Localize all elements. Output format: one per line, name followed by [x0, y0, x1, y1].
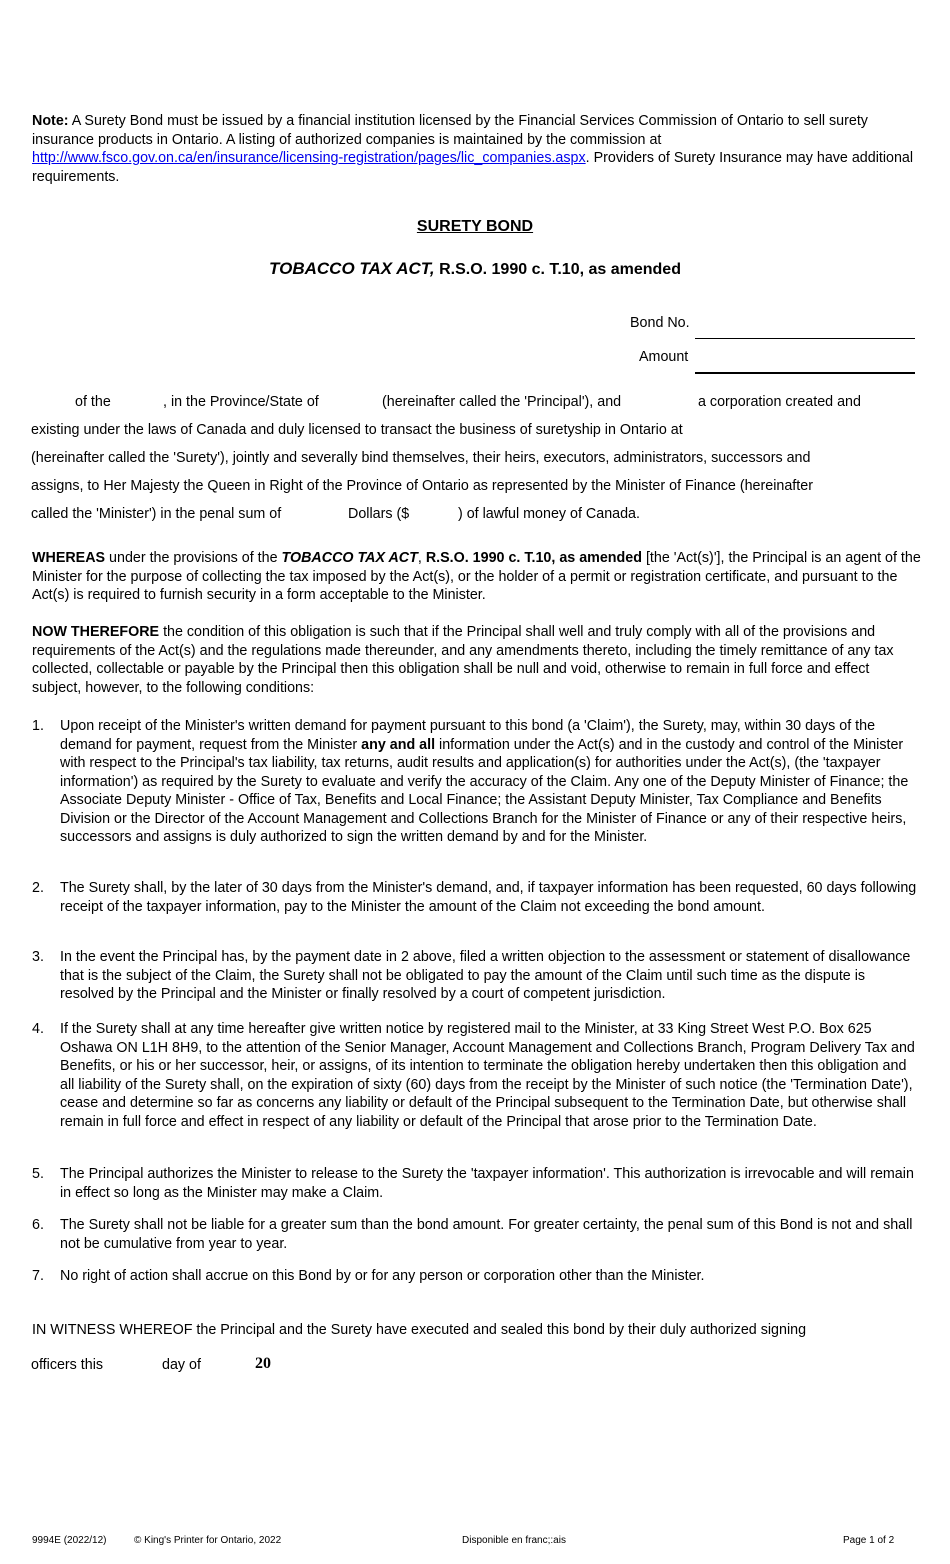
condition-text: If the Surety shall at any time hereafter give written notice by registered mail to the Minister, at 33 King Street West P.O. Box 625 Oshawa ON L1H 8H9, to the attention of the Senior Manager, Account Management and Collections Branch, Program Delivery Tax and Benefits, or his or her successor, heir, or assigns, of its intention to terminate the obligation hereby undertaken then this obligation and all liability of the Surety shall, on the expiration of sixty (60) days from the receipt by the Minister of such notice (the 'Termination Date'), cease and determine so far as concerns any liability or default of the Principal subsequent to the Termination Date, but otherwise shall remain in full force and effect in respect of any liability or default of the Principal that arose prior to the Termination Date.: [60, 1021, 915, 1130]
body-line-2: existing under the laws of Canada and duly licensed to transact the business of suretyship in Ontario at: [31, 422, 683, 438]
condition-item: [32, 948, 922, 1004]
officers-text: officers this: [31, 1357, 104, 1373]
condition-text: The Surety shall, by the later of 30 days from the Minister's demand, and, if taxpayer information has been requested, 60 days following receipt of the taxpayer information, pay to the Minister the amount of the Claim not exceeding the bond amount.: [60, 880, 917, 915]
condition-emphasis: any and all: [361, 736, 436, 753]
act-subtitle: [0, 259, 950, 279]
dollars-text: Dollars ($: [348, 506, 410, 522]
bond-no-field[interactable]: [695, 338, 915, 339]
corporation-text: a corporation created and: [698, 394, 861, 410]
condition-text: The Principal authorizes the Minister to release to the Surety the 'taxpayer information'. This authorization is irrevocable and will remain in effect so long as the Minister may make a Claim.: [60, 1166, 914, 1201]
amount-label: Amount: [639, 349, 689, 365]
year-prefix: 20: [255, 1355, 271, 1372]
note-label: Note:: [32, 113, 69, 129]
witness-text: IN WITNESS WHEREOF the Principal and the Surety have executed and sealed this bond by their duly authorized signing: [32, 1322, 807, 1338]
condition-text-c: information under the Act(s) and in the custody and control of the Minister with respect to the Principal's tax liability, tax returns, audit results and application(s) for authorities under the Act(s), (the 'taxpayer information') as required by the Surety to evaluate and verify the accuracy of the Claim. Any one of the Deputy Minister of Finance; the Associate Deputy Minister - Office of Tax, Benefits and Local Finance; the Assistant Deputy Minister, Tax Compliance and Benefits Division or the Director of the Account Management and Collections Branch for the Minister of Finance or any of their respective heirs, successors and assigns is duly authorized to sign the written demand by and for the Minister.: [60, 736, 909, 845]
act-name: TOBACCO TAX ACT,: [269, 259, 435, 278]
province-text: , in the Province/State of: [163, 394, 319, 410]
note-text-1: A Surety Bond must be issued by a financial institution licensed by the Financial Services Commission of Ontario to sell surety insurance products in Ontario. A listing of authorized companies is maintained by the commission at: [32, 113, 868, 148]
now-therefore-text: the condition of this obligation is such that if the Principal shall well and truly comply with all of the provisions and requirements of the Act(s) and the regulations made thereunder, and any amendments thereto, including the timely remittance of any tax collected, collectable or payable by the Principal then this obligation shall be null and void, otherwise to remain in full force and effect subject, however, to the following conditions:: [32, 624, 894, 696]
copyright-text: © King's Printer for Ontario, 2022: [134, 1535, 282, 1546]
french-availability: Disponible en franc;:ais: [462, 1535, 566, 1546]
condition-item: [32, 1267, 922, 1286]
whereas-act: TOBACCO TAX ACT: [281, 550, 418, 566]
note-paragraph: [32, 112, 922, 186]
whereas-reference: R.S.O. 1990 c. T.10, as amended: [425, 550, 642, 566]
note-text-2: . Providers of Surety Insurance may have additional requirements.: [32, 150, 914, 185]
condition-item: [32, 717, 922, 847]
lawful-money-text: ) of lawful money of Canada.: [458, 506, 640, 522]
page-number: Page 1 of 2: [843, 1535, 895, 1546]
condition-number: 3.: [32, 949, 44, 965]
condition-text: In the event the Principal has, by the payment date in 2 above, filed a written objection to the assessment or statement of disallowance that is the subject of the Claim, the Surety shall not be obligated to pay the amount of the Claim until such time as the dispute is resolved by the Principal and the Minister or finally resolved by a court of competent jurisdiction.: [60, 949, 911, 1002]
condition-number: 2.: [32, 880, 44, 896]
condition-number: 6.: [32, 1217, 44, 1233]
bond-no-label: Bond No.: [630, 315, 690, 331]
act-reference: R.S.O. 1990 c. T.10, as amended: [434, 261, 681, 278]
page-title: SURETY BOND: [416, 218, 534, 235]
condition-item: [32, 1216, 922, 1253]
whereas-paragraph: [32, 549, 922, 605]
now-therefore-lead: NOW THEREFORE: [32, 624, 160, 640]
condition-number: 1.: [32, 718, 44, 734]
whereas-text-2: ,: [417, 550, 426, 566]
condition-item: [32, 1020, 922, 1131]
condition-text-a: Upon receipt of the Minister's written demand for payment pursuant to this bond (a 'Claim'), the Surety, may, within 30 days of the demand for payment, request from the Minister: [60, 718, 876, 753]
whereas-text-1: under the provisions of the: [105, 550, 282, 566]
principal-text: (hereinafter called the 'Principal'), and: [382, 394, 622, 410]
day-of-text: day of: [162, 1357, 201, 1373]
whereas-lead: WHEREAS: [32, 550, 106, 566]
condition-number: 5.: [32, 1166, 44, 1182]
body-line-4: assigns, to Her Majesty the Queen in Right of the Province of Ontario as represented by the Minister of Finance (hereinafter: [31, 478, 813, 494]
condition-text: [60, 717, 922, 847]
amount-field[interactable]: [695, 372, 915, 374]
body-line-3: (hereinafter called the 'Surety'), jointly and severally bind themselves, their heirs, executors, administrators, successors and: [31, 450, 811, 466]
condition-item: [32, 879, 922, 916]
condition-number: 7.: [32, 1268, 44, 1284]
now-therefore-paragraph: [32, 623, 922, 697]
penal-sum-text: called the 'Minister') in the penal sum of: [31, 506, 282, 522]
form-number: 9994E (2022/12): [32, 1535, 107, 1546]
fsco-link[interactable]: http://www.fsco.gov.on.ca/en/insurance/licensing-registration/pages/lic_companies.aspx: [32, 150, 586, 166]
whereas-text-3: [the 'Act(s)'], the Principal is an agent of the Minister for the purpose of collecting the tax imposed by the Act(s), or the holder of a permit or registration certificate, and pursuant to the Act(s) is required to furnish security in a form acceptable to the Minister.: [32, 550, 921, 603]
of-the-text: of the: [75, 394, 111, 410]
condition-text: No right of action shall accrue on this Bond by or for any person or corporation other than the Minister.: [60, 1268, 705, 1284]
condition-text: The Surety shall not be liable for a greater sum than the bond amount. For greater certainty, the penal sum of this Bond is not and shall not be cumulative from year to year.: [60, 1217, 913, 1252]
condition-item: [32, 1165, 922, 1202]
condition-number: 4.: [32, 1021, 44, 1037]
